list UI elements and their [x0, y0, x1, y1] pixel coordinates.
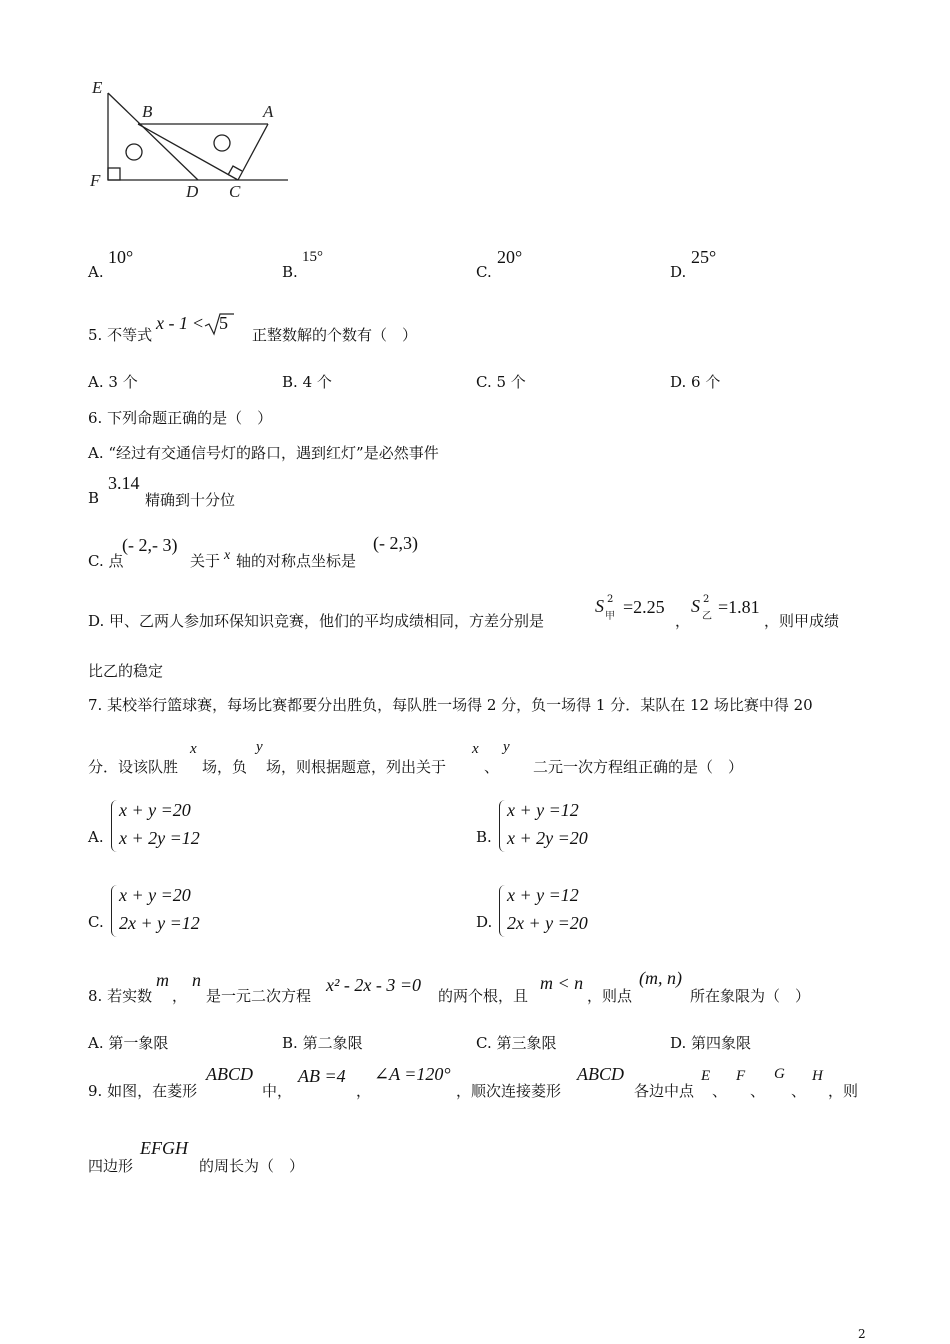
label-D: D [186, 182, 199, 201]
label-C: C [229, 182, 241, 201]
label-E: E [92, 78, 103, 97]
label-B: B [142, 102, 153, 121]
geometry-figure [80, 72, 310, 207]
page-number: 2 [858, 1327, 866, 1341]
label-A: A [263, 102, 274, 121]
label-F: F [90, 171, 101, 190]
q6-option-a: A. “经过有交通信号灯的路口，遇到红灯”是必然事件 [88, 444, 439, 462]
